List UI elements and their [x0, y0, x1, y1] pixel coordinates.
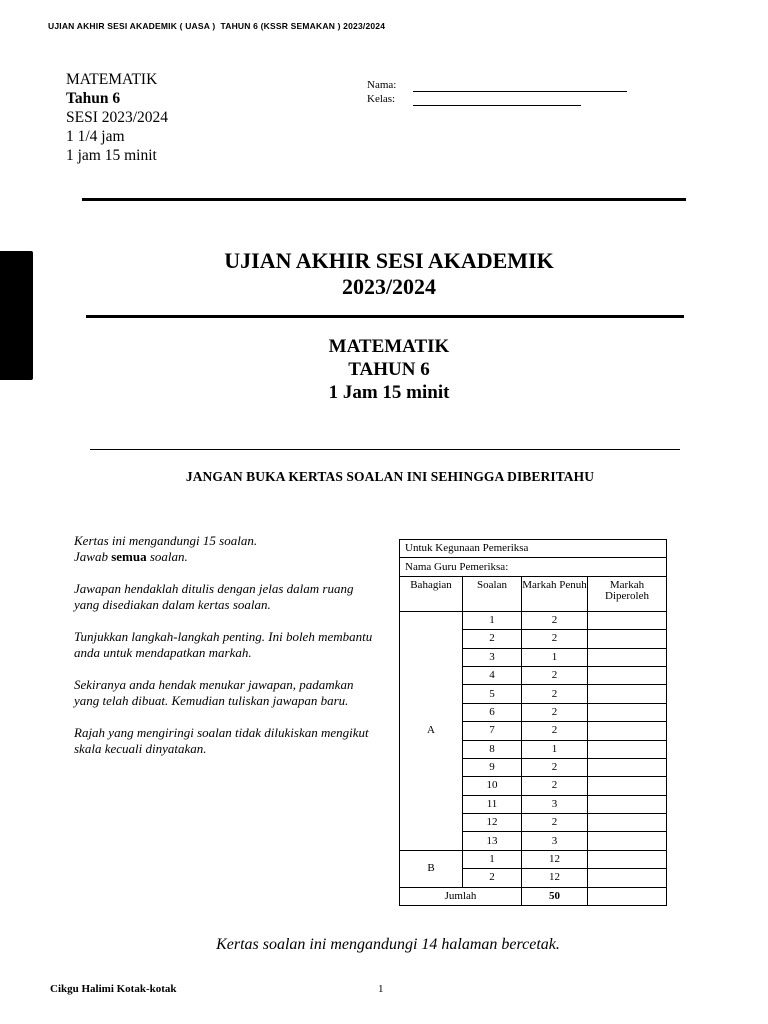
- full-marks: 2: [522, 703, 588, 721]
- marks-obtained-cell[interactable]: [588, 832, 667, 850]
- total-obtained-cell[interactable]: [588, 887, 667, 905]
- examiner-table: [399, 539, 667, 906]
- running-header: UJIAN AKHIR SESI AKADEMIK ( UASA ) TAHUN 6 (KSSR SEMAKAN ) 2023/2024: [48, 21, 386, 31]
- divider-title: [86, 315, 684, 318]
- header-full-marks: Markah Penuh: [522, 576, 588, 611]
- question-number: 6: [463, 703, 522, 721]
- warning-text: JANGAN BUKA KERTAS SOALAN INI SEHINGGA DIBERITAHU: [185, 469, 595, 484]
- question-number: 13: [463, 832, 522, 850]
- footer-author: Cikgu Halimi Kotak-kotak: [50, 983, 177, 995]
- subject-year: Tahun 6: [66, 90, 121, 107]
- duration-fraction: 1 1/4 jam: [66, 128, 125, 145]
- class-label: Kelas:: [367, 93, 396, 105]
- marks-obtained-cell[interactable]: [588, 630, 667, 648]
- question-number: 1: [463, 850, 522, 868]
- exam-title: [90, 248, 688, 300]
- marks-obtained-cell[interactable]: [588, 795, 667, 813]
- page-count-note: Kertas soalan ini mengandungi 14 halaman bercetak.: [216, 936, 560, 953]
- instruction-2: Jawapan hendaklah ditulis dengan jelas dalam ruang yang disediakan dalam kertas soalan.: [74, 581, 354, 612]
- instruction-4: Sekiranya anda hendak menukar jawapan, padamkan yang telah dibuat. Kemudian tuliskan jawapan baru.: [74, 677, 354, 708]
- subtitle-subject: MATEMATIK: [328, 336, 450, 357]
- marks-obtained-cell[interactable]: [588, 850, 667, 868]
- section-label-b: B: [400, 850, 463, 887]
- duration-text: 1 jam 15 minit: [66, 147, 157, 164]
- full-marks: 2: [522, 666, 588, 684]
- full-marks: 2: [522, 777, 588, 795]
- full-marks: 3: [522, 795, 588, 813]
- full-marks: 2: [522, 611, 588, 629]
- page-number: 1: [378, 983, 384, 995]
- marks-obtained-cell[interactable]: [588, 814, 667, 832]
- table-row: [400, 850, 667, 868]
- question-number: 9: [463, 758, 522, 776]
- question-number: 11: [463, 795, 522, 813]
- marks-obtained-cell[interactable]: [588, 869, 667, 887]
- full-marks: 12: [522, 850, 588, 868]
- marks-obtained-cell[interactable]: [588, 758, 667, 776]
- table-row: [400, 611, 667, 629]
- question-number: 3: [463, 648, 522, 666]
- marks-obtained-cell[interactable]: [588, 648, 667, 666]
- full-marks: 1: [522, 740, 588, 758]
- section-label-a: A: [400, 611, 463, 850]
- examiner-name: Nama Guru Pemeriksa:: [400, 558, 667, 576]
- question-number: 4: [463, 666, 522, 684]
- marks-obtained-cell[interactable]: [588, 777, 667, 795]
- question-number: 12: [463, 814, 522, 832]
- exam-title-line1: UJIAN AKHIR SESI AKADEMIK: [224, 248, 554, 273]
- header-marks-obtained: Markah Diperoleh: [588, 576, 667, 611]
- full-marks: 2: [522, 630, 588, 648]
- full-marks: 12: [522, 869, 588, 887]
- marks-obtained-cell[interactable]: [588, 666, 667, 684]
- total-value: 50: [522, 887, 588, 905]
- subject-session: SESI 2023/2024: [66, 109, 169, 126]
- instruction-5: Rajah yang mengiringi soalan tidak dilukiskan mengikut skala kecuali dinyatakan.: [74, 725, 369, 756]
- name-label: Nama:: [367, 79, 397, 91]
- question-number: 8: [463, 740, 522, 758]
- full-marks: 2: [522, 722, 588, 740]
- table-title: Untuk Kegunaan Pemeriksa: [400, 540, 667, 558]
- subject-name: MATEMATIK: [66, 71, 158, 88]
- exam-title-line2: 2023/2024: [341, 274, 437, 299]
- instruction-1: Kertas ini mengandungi 15 soalan. Jawab semua soalan.: [74, 533, 258, 564]
- question-number: 1: [463, 611, 522, 629]
- total-row: [400, 887, 667, 905]
- divider-top: [82, 198, 686, 201]
- side-marker: [0, 251, 33, 380]
- subject-block: [66, 70, 168, 165]
- question-number: 5: [463, 685, 522, 703]
- question-number: 2: [463, 869, 522, 887]
- divider-thin: [90, 449, 680, 450]
- student-info: [367, 78, 627, 106]
- instructions: [74, 533, 374, 773]
- subtitle-duration: 1 Jam 15 minit: [328, 382, 450, 403]
- marks-obtained-cell[interactable]: [588, 740, 667, 758]
- subtitle-year: TAHUN 6: [348, 359, 430, 380]
- total-label: Jumlah: [400, 887, 522, 905]
- exam-subtitle: [90, 335, 688, 404]
- instruction-3: Tunjukkan langkah-langkah penting. Ini boleh membantu anda untuk mendapatkan markah.: [74, 629, 373, 660]
- full-marks: 2: [522, 814, 588, 832]
- header-section: Bahagian: [400, 576, 463, 611]
- marks-obtained-cell[interactable]: [588, 722, 667, 740]
- full-marks: 2: [522, 685, 588, 703]
- header-question: Soalan: [463, 576, 522, 611]
- full-marks: 2: [522, 758, 588, 776]
- marks-obtained-cell[interactable]: [588, 611, 667, 629]
- full-marks: 3: [522, 832, 588, 850]
- class-line[interactable]: [413, 94, 581, 106]
- question-number: 7: [463, 722, 522, 740]
- marks-obtained-cell[interactable]: [588, 685, 667, 703]
- marks-obtained-cell[interactable]: [588, 703, 667, 721]
- full-marks: 1: [522, 648, 588, 666]
- question-number: 10: [463, 777, 522, 795]
- name-line[interactable]: [413, 80, 627, 92]
- question-number: 2: [463, 630, 522, 648]
